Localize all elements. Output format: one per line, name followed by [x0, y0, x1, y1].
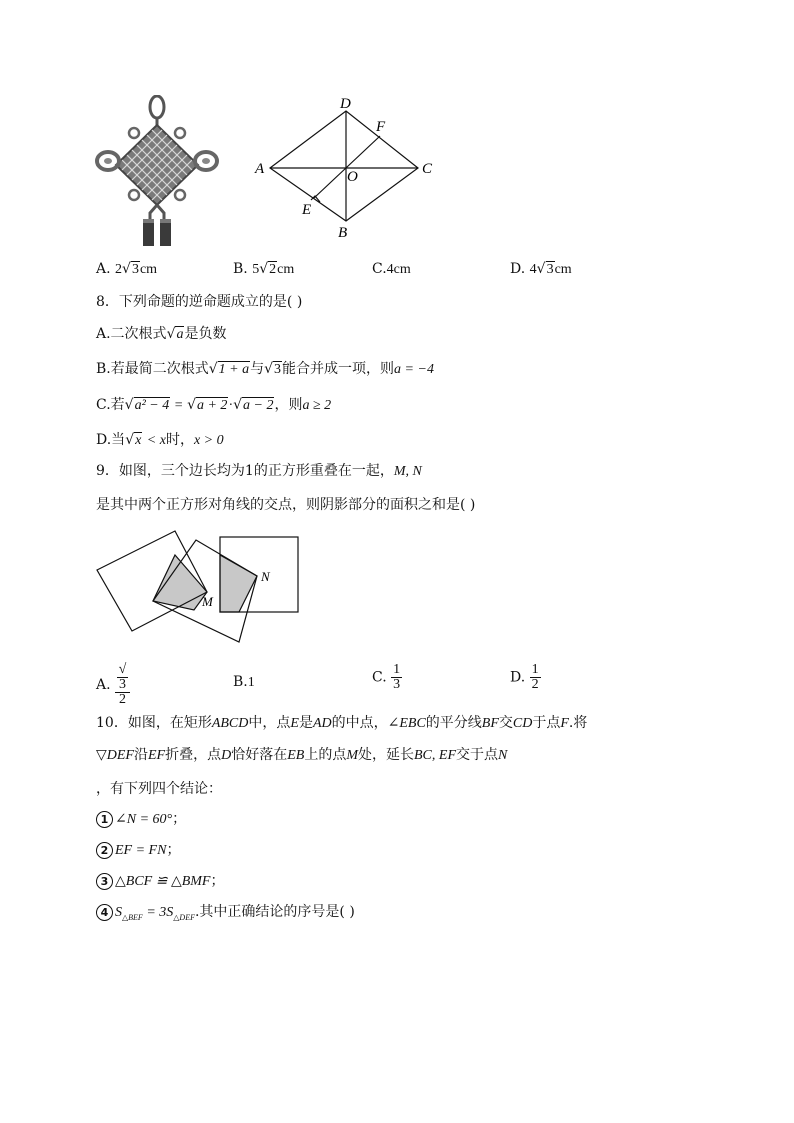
math: a = −4 — [394, 362, 434, 377]
shaded-region-n — [220, 555, 257, 612]
radicand: a + 2 — [196, 398, 228, 413]
squares-figure — [92, 525, 307, 650]
math: M — [346, 748, 358, 763]
math: ▽DEF — [96, 748, 134, 763]
math: EF — [147, 748, 166, 763]
q10-line2 — [96, 746, 507, 765]
q7-option-b — [233, 260, 294, 279]
q9-option-a — [96, 663, 130, 707]
label-e: E — [302, 202, 312, 218]
q9-option-c — [372, 663, 402, 692]
radicand: 1 + a — [218, 362, 250, 377]
math: x > 0 — [193, 433, 224, 448]
math: = — [174, 398, 183, 413]
option-letter: D. — [510, 261, 526, 277]
q9-stem-line1 — [96, 462, 422, 481]
text: 是 — [298, 715, 313, 731]
label-a: A — [255, 161, 265, 177]
radicand: 3 — [274, 362, 282, 377]
math: S — [115, 905, 122, 920]
label-f: F — [376, 119, 386, 135]
math: ∠N = 60° — [115, 812, 173, 827]
q10-conclusion-3 — [96, 872, 224, 891]
radicand: a² − 4 — [134, 398, 170, 413]
q9-option-d — [510, 663, 541, 692]
q10-conclusion-1 — [96, 810, 186, 829]
text: ； — [166, 842, 181, 858]
denominator: 3 — [393, 677, 401, 692]
label-b: B — [338, 225, 348, 241]
option-text: 1 — [247, 675, 255, 690]
text: 时， — [165, 432, 194, 448]
q8-stem: 8．下列命题的逆命题成立的是( ) — [96, 294, 303, 310]
text: 与 — [250, 361, 265, 377]
text: C.若 — [96, 397, 125, 413]
circled-number: 4 — [96, 904, 113, 921]
math: · — [228, 398, 234, 413]
text: 9．如图，三个边长均为1的正方形重叠在一起， — [96, 463, 394, 479]
math: M, N — [393, 464, 422, 479]
text: B.若最简二次根式 — [96, 361, 209, 377]
q7-option-c — [372, 260, 411, 279]
fraction — [391, 663, 402, 692]
text: 上的点 — [304, 747, 347, 763]
text: 能合并成一项，则 — [282, 361, 395, 377]
radical: √3 — [536, 261, 554, 277]
segment-ef — [314, 136, 380, 198]
math: AD — [312, 716, 332, 731]
math: CD — [512, 716, 533, 731]
math: BF — [481, 716, 499, 731]
math: ABCD — [211, 716, 249, 731]
math: N — [498, 748, 508, 763]
radical: √3 — [264, 361, 282, 377]
circled-number: 3 — [96, 873, 113, 890]
numerator: 1 — [531, 662, 539, 677]
fraction — [530, 663, 541, 692]
radical: √1 + a — [208, 361, 250, 377]
math: E — [290, 716, 299, 731]
math: BC, EF — [414, 748, 456, 763]
text: 的平分线 — [425, 715, 482, 731]
radical: √x — [125, 432, 142, 448]
circled-number: 1 — [96, 811, 113, 828]
q8-option-b — [96, 360, 434, 379]
q9-stem-line2: 是其中两个正方形对角线的交点，则阴影部分的面积之和是( ) — [96, 497, 476, 513]
label-n: N — [261, 569, 270, 584]
radicand: 3 — [131, 262, 139, 277]
option-unit: cm — [277, 262, 295, 277]
text: 是负数 — [184, 326, 227, 342]
subscript: △BEF — [122, 912, 143, 922]
q10-line3: ，有下列四个结论： — [96, 781, 222, 797]
math: △BCF ≌ △BMF — [115, 874, 211, 889]
circled-number: 2 — [96, 842, 113, 859]
math: = 3S — [142, 905, 174, 920]
math: < x — [146, 433, 166, 448]
option-letter: A. — [96, 677, 111, 693]
rhombus-abcd — [270, 111, 418, 221]
radical: √a — [166, 326, 184, 342]
text: 沿 — [133, 747, 148, 763]
option-letter: B. — [233, 674, 248, 690]
text: ； — [172, 811, 187, 827]
label-m: M — [202, 594, 213, 609]
q10-conclusion-2 — [96, 841, 180, 860]
text: A.二次根式 — [96, 326, 167, 342]
numerator: 3 — [119, 677, 127, 692]
numerator: 1 — [393, 662, 401, 677]
label-d: D — [340, 96, 351, 112]
option-letter: A. — [96, 261, 111, 277]
option-letter: D. — [510, 669, 526, 686]
radical: √3 — [122, 261, 139, 277]
radicand: 2 — [269, 262, 277, 277]
text: ； — [210, 873, 225, 889]
q10-line1 — [96, 714, 587, 733]
text: D.当 — [96, 432, 126, 448]
q7-option-d — [510, 260, 572, 279]
option-letter: C. — [372, 261, 387, 277]
math: D — [221, 748, 232, 763]
option-letter: B. — [233, 261, 248, 277]
math: a ≥ 2 — [302, 398, 332, 413]
radical: √a² − 4 — [124, 397, 170, 413]
math: F — [560, 716, 569, 731]
option-unit: cm — [139, 262, 158, 277]
text: 恰好落在 — [231, 747, 288, 763]
option-coef: 4 — [529, 262, 537, 277]
subscript: △DEF — [173, 912, 195, 922]
text: 处，延长 — [358, 747, 414, 763]
q8-option-d — [96, 431, 224, 450]
radical: √2 — [259, 261, 277, 277]
option-unit: cm — [554, 262, 572, 277]
q9-option-b — [233, 673, 255, 692]
math: ∠EBC — [387, 716, 426, 731]
option-coef: 5 — [252, 262, 260, 277]
option-text: 4cm — [386, 262, 411, 277]
text: 于点 — [532, 715, 561, 731]
text: 交于点 — [456, 747, 498, 763]
denominator: 2 — [531, 677, 539, 692]
radical: √a + 2 — [187, 397, 228, 413]
text: 的中点， — [331, 715, 388, 731]
option-coef: 2 — [115, 262, 123, 277]
label-o: O — [347, 169, 358, 185]
radical: √a − 2 — [233, 397, 274, 413]
option-letter: C. — [372, 669, 387, 686]
text: .其中正确结论的序号是( ) — [194, 904, 355, 920]
chinese-knot-image — [94, 95, 222, 247]
q8-option-c — [96, 396, 331, 415]
radicand: 3 — [546, 262, 554, 277]
text: 中，点 — [248, 715, 291, 731]
text: ，则 — [274, 397, 303, 413]
q7-option-a — [96, 260, 157, 279]
text: .将 — [568, 715, 588, 731]
radicand: x — [135, 433, 142, 448]
text: 交 — [498, 715, 513, 731]
label-c: C — [422, 161, 433, 177]
radicand: a — [176, 327, 184, 342]
q10-conclusion-4 — [96, 903, 355, 927]
text: 10．如图，在矩形 — [96, 715, 212, 731]
q8-option-a — [96, 325, 226, 344]
denominator: 2 — [119, 692, 127, 707]
math: EB — [287, 748, 305, 763]
rhombus-figure — [250, 94, 440, 244]
text: 折叠，点 — [165, 747, 222, 763]
math: EF = FN — [115, 843, 167, 858]
radicand: a − 2 — [243, 398, 274, 413]
fraction: √ 3 2 — [115, 663, 130, 707]
